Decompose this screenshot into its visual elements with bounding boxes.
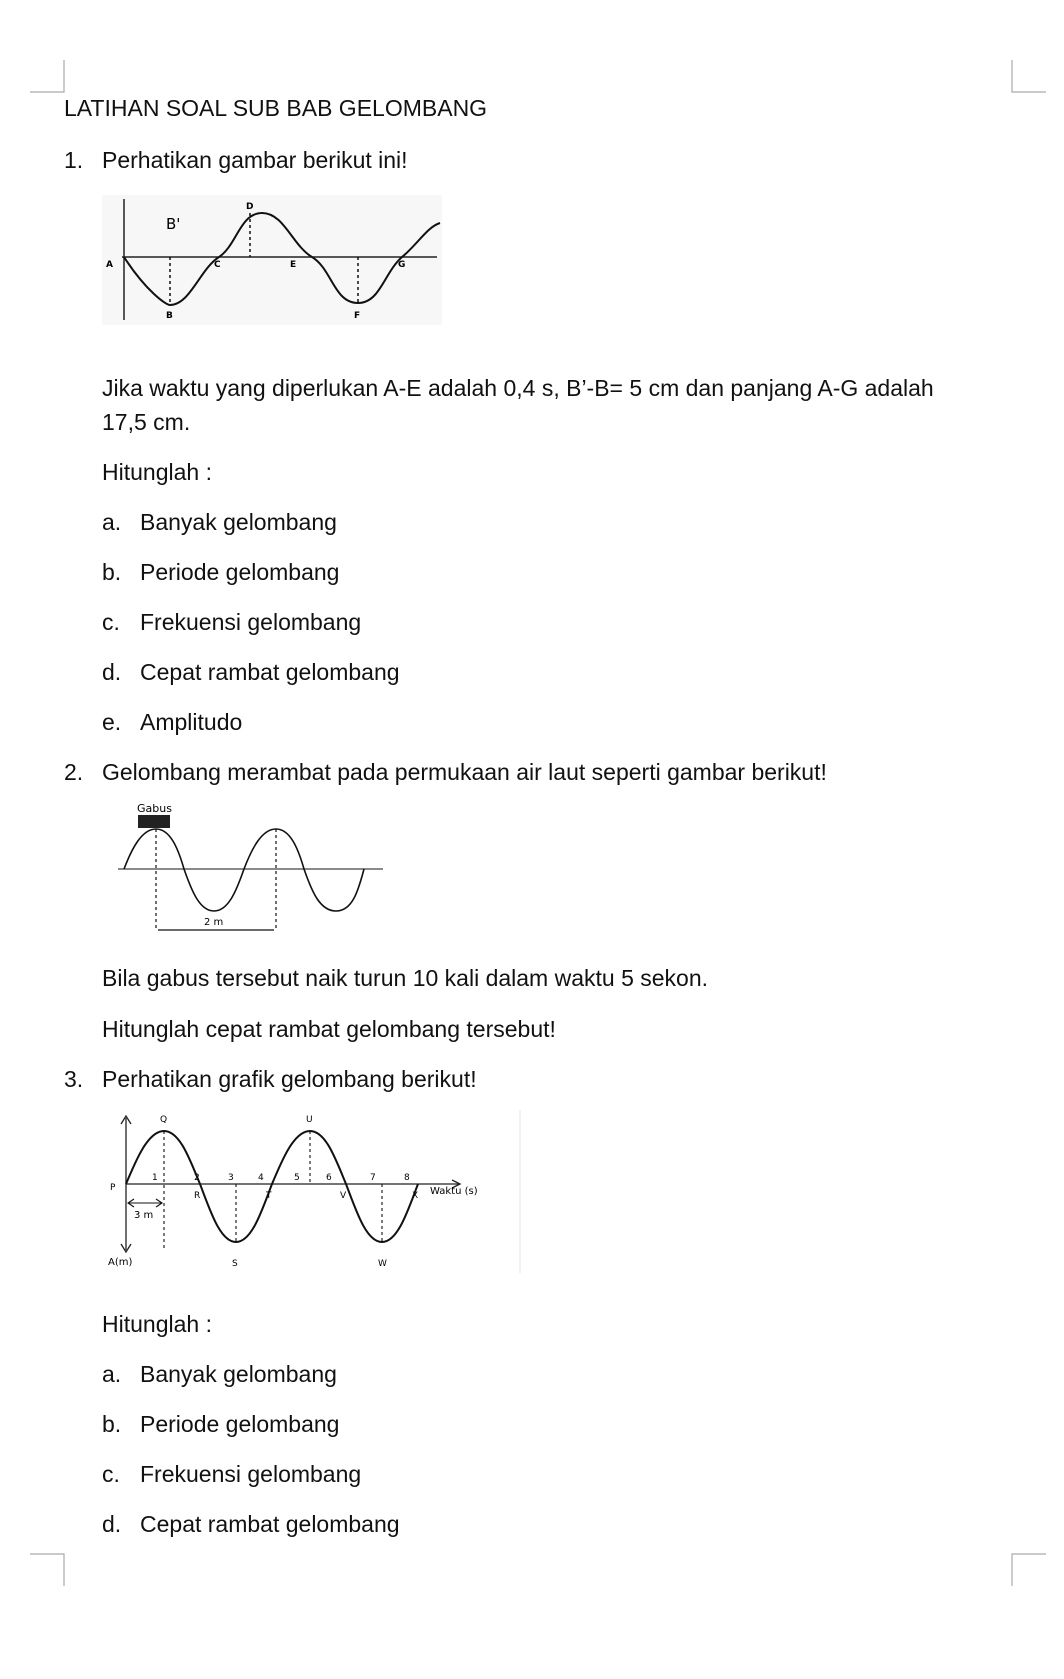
q1-item-text: Banyak gelombang <box>140 509 337 535</box>
q3-label-dist: 3 m <box>134 1210 154 1221</box>
q3-label-xaxis: Waktu (s) <box>430 1186 478 1197</box>
q3-item-text: Periode gelombang <box>140 1411 340 1437</box>
q3-tick-7: 7 <box>370 1173 376 1183</box>
q3-number: 3. <box>64 1066 84 1092</box>
q1-statement-line1: Jika waktu yang diperlukan A-E adalah 0,4 s, B’-B= 5 cm dan panjang A-G adalah <box>102 375 934 401</box>
q3-item-letter: a. <box>102 1361 122 1387</box>
q3-label-q: Q <box>160 1115 168 1125</box>
q3-label-r: R <box>194 1191 201 1201</box>
q1-item-letter: c. <box>102 609 120 635</box>
q3-item-letter: b. <box>102 1411 122 1437</box>
q1-label-a: A <box>106 260 113 270</box>
q2-wave-figure <box>118 800 398 940</box>
q2-label-distance: 2 m <box>204 917 224 928</box>
corner-mark-top-right <box>1010 60 1050 96</box>
q1-item-letter: e. <box>102 709 122 735</box>
q3-item-text: Frekuensi gelombang <box>140 1461 362 1487</box>
q1-item-letter: a. <box>102 509 122 535</box>
q2-statement: Bila gabus tersebut naik turun 10 kali dalam waktu 5 sekon. <box>102 965 709 991</box>
q3-compute-label: Hitunglah : <box>102 1311 212 1337</box>
q1-label-bprime: B' <box>166 215 181 233</box>
q1-label-g: G <box>398 260 406 270</box>
q3-item-letter: d. <box>102 1511 122 1537</box>
q3-label-v: V <box>340 1191 347 1201</box>
q1-label-c: C <box>214 260 221 270</box>
q3-wave-curve <box>126 1131 418 1242</box>
q1-item-letter: d. <box>102 659 122 685</box>
q3-item-letter: c. <box>102 1461 120 1487</box>
q1-item-text: Periode gelombang <box>140 559 340 585</box>
q3-tick-8: 8 <box>404 1173 410 1183</box>
q3-label-x: X <box>412 1191 419 1201</box>
corner-mark-top-left <box>30 60 70 96</box>
q1-number: 1. <box>64 147 84 173</box>
q2-question: Hitunglah cepat rambat gelombang tersebut! <box>102 1016 556 1042</box>
q1-item-text: Cepat rambat gelombang <box>140 659 400 685</box>
q1-item-text: Amplitudo <box>140 709 243 735</box>
q1-label-d: D <box>246 202 254 212</box>
q3-label-w: W <box>378 1259 387 1269</box>
q1-item-text: Frekuensi gelombang <box>140 609 362 635</box>
q1-statement-line2: 17,5 cm. <box>102 409 191 435</box>
q2-number: 2. <box>64 759 84 785</box>
q1-label-b: B <box>166 311 173 321</box>
q3-label-t: T <box>266 1191 272 1201</box>
page-title: LATIHAN SOAL SUB BAB GELOMBANG <box>64 95 488 121</box>
q3-wave-figure <box>108 1108 528 1278</box>
q3-label-u: U <box>306 1115 313 1125</box>
q3-label-s: S <box>232 1259 238 1269</box>
q3-tick-3: 3 <box>228 1173 234 1183</box>
q3-label-p: P <box>110 1183 116 1193</box>
q3-tick-6: 6 <box>326 1173 332 1183</box>
q3-tick-2: 2 <box>194 1173 200 1183</box>
q3-item-text: Banyak gelombang <box>140 1361 337 1387</box>
q3-prompt: Perhatikan grafik gelombang berikut! <box>102 1066 477 1092</box>
q3-item-text: Cepat rambat gelombang <box>140 1511 400 1537</box>
corner-mark-bottom-left <box>30 1552 70 1588</box>
corner-mark-bottom-right <box>1010 1552 1050 1588</box>
q3-tick-4: 4 <box>258 1173 264 1183</box>
q3-label-yaxis: A(m) <box>108 1257 133 1268</box>
q2-wave-curve <box>124 829 364 911</box>
q2-cork <box>138 815 170 828</box>
q3-tick-5: 5 <box>294 1173 300 1183</box>
q1-label-e: E <box>290 260 297 270</box>
q2-prompt: Gelombang merambat pada permukaan air laut seperti gambar berikut! <box>102 759 827 785</box>
q1-label-f: F <box>354 311 361 321</box>
q1-item-letter: b. <box>102 559 122 585</box>
q2-label-gabus: Gabus <box>137 802 172 815</box>
q3-tick-1: 1 <box>152 1173 158 1183</box>
q1-compute-label: Hitunglah : <box>102 459 212 485</box>
q1-prompt: Perhatikan gambar berikut ini! <box>102 147 408 173</box>
q1-wave-figure <box>102 195 442 325</box>
